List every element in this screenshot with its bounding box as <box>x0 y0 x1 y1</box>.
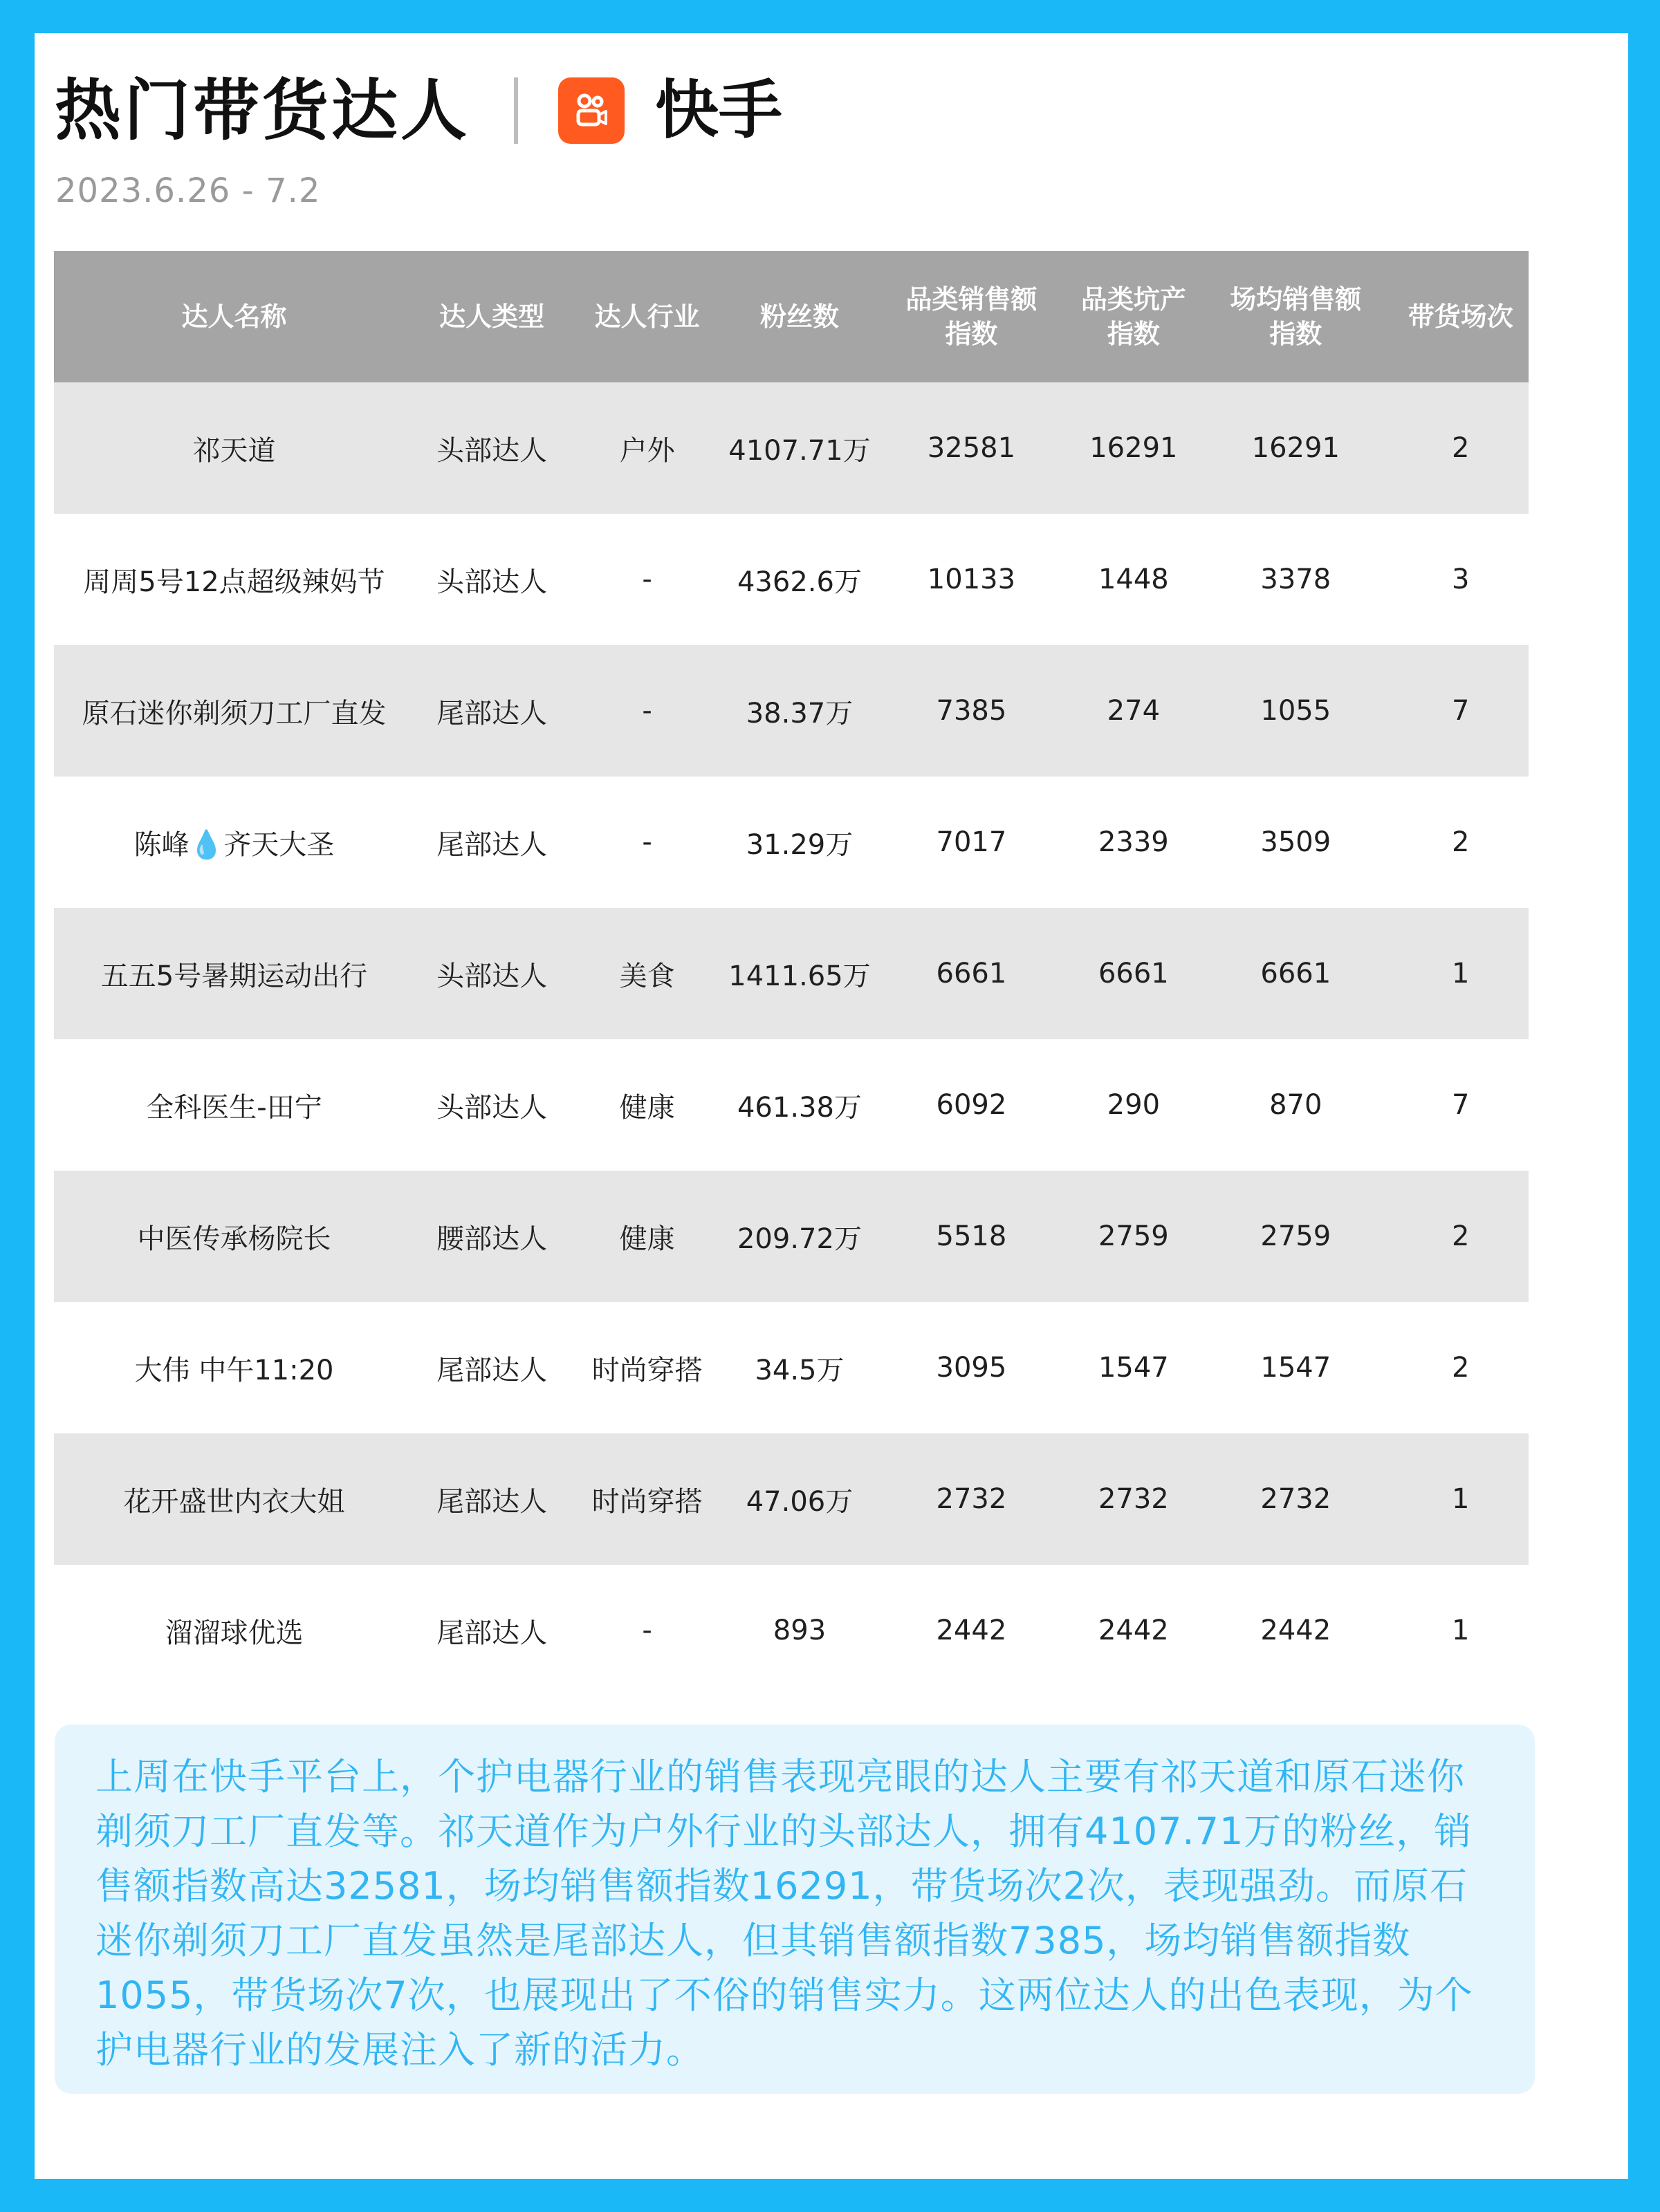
table-cell: 2 <box>1393 1302 1529 1433</box>
table-cell: 4362.6万 <box>725 514 874 645</box>
table-cell: 陈峰💧齐天大圣 <box>54 777 414 908</box>
table-cell: - <box>569 777 724 908</box>
column-header: 粉丝数 <box>725 251 874 382</box>
summary-text: 上周在快手平台上，个护电器行业的销售表现亮眼的达人主要有祁天道和原石迷你剃须刀工厂直发等。祁天道作为户外行业的头部达人，拥有4107.71万的粉丝，销售额指数高达32581，场均销售额指数16291，带货场次2次，表现强劲。而原石迷你剃须刀工厂直发虽然是尾部达人，但其销售额指数7385，场均销售额指数1055，带货场次7次，也展现出了不俗的销售实力。这两位达人的出色表现，为个护电器行业的发展注入了新的活力。 <box>95 1755 1473 2072</box>
platform-name: 快手 <box>655 73 783 147</box>
table-row <box>54 777 1529 908</box>
column-header: 带货场次 <box>1393 251 1529 382</box>
table-cell: 1 <box>1393 1433 1529 1565</box>
table-cell: 461.38万 <box>725 1039 874 1171</box>
table-cell: 274 <box>1069 645 1199 777</box>
table-cell: 2442 <box>874 1565 1069 1696</box>
column-header: 达人行业 <box>569 251 724 382</box>
table-cell: 7 <box>1393 645 1529 777</box>
table-cell: - <box>569 645 724 777</box>
summary-box <box>55 1725 1535 2094</box>
table-cell: 6092 <box>874 1039 1069 1171</box>
table-cell: 花开盛世内衣大姐 <box>54 1433 414 1565</box>
table-cell: 2759 <box>1069 1171 1199 1302</box>
table-cell: 头部达人 <box>414 908 569 1039</box>
table-row <box>54 1433 1529 1565</box>
table-cell: 五五5号暑期运动出行 <box>54 908 414 1039</box>
table-cell: 尾部达人 <box>414 777 569 908</box>
table-body <box>54 382 1529 1696</box>
table-cell: 5518 <box>874 1171 1069 1302</box>
table-cell: 209.72万 <box>725 1171 874 1302</box>
table-cell: 47.06万 <box>725 1433 874 1565</box>
table-cell: 1547 <box>1069 1302 1199 1433</box>
page-header <box>55 66 782 156</box>
table-cell: 7 <box>1393 1039 1529 1171</box>
table-cell: 1055 <box>1199 645 1393 777</box>
table-cell: 2732 <box>874 1433 1069 1565</box>
kuaishou-logo-icon <box>558 77 625 144</box>
table-row <box>54 1039 1529 1171</box>
table-cell: 2 <box>1393 777 1529 908</box>
table-cell: 38.37万 <box>725 645 874 777</box>
table-cell: 2732 <box>1199 1433 1393 1565</box>
table-cell: 健康 <box>569 1171 724 1302</box>
table-cell: 尾部达人 <box>414 645 569 777</box>
table-row <box>54 645 1529 777</box>
table-cell: 1547 <box>1199 1302 1393 1433</box>
date-range: 2023.6.26 - 7.2 <box>55 171 321 210</box>
table-cell: 2759 <box>1199 1171 1393 1302</box>
column-header: 品类销售额 指数 <box>874 251 1069 382</box>
table-cell: 6661 <box>874 908 1069 1039</box>
table-cell: 腰部达人 <box>414 1171 569 1302</box>
table-cell: 34.5万 <box>725 1302 874 1433</box>
table-row <box>54 1565 1529 1696</box>
table-cell: 大伟 中午11:20 <box>54 1302 414 1433</box>
table-cell: 7017 <box>874 777 1069 908</box>
column-header: 达人类型 <box>414 251 569 382</box>
table-cell: 原石迷你剃须刀工厂直发 <box>54 645 414 777</box>
table-cell: 870 <box>1199 1039 1393 1171</box>
table-cell: 健康 <box>569 1039 724 1171</box>
table-cell: 时尚穿搭 <box>569 1433 724 1565</box>
table-cell: 16291 <box>1069 382 1199 514</box>
table-cell: 3378 <box>1199 514 1393 645</box>
table-cell: 周周5号12点超级辣妈节 <box>54 514 414 645</box>
table-cell: 2732 <box>1069 1433 1199 1565</box>
table-row <box>54 908 1529 1039</box>
table-cell: 1 <box>1393 1565 1529 1696</box>
table-cell: 头部达人 <box>414 382 569 514</box>
table-cell: 7385 <box>874 645 1069 777</box>
table-cell: 290 <box>1069 1039 1199 1171</box>
column-header: 场均销售额 指数 <box>1199 251 1393 382</box>
table-cell: - <box>569 514 724 645</box>
table-cell: 尾部达人 <box>414 1433 569 1565</box>
table-header-row <box>54 251 1529 382</box>
table-cell: 溜溜球优选 <box>54 1565 414 1696</box>
table-cell: 2339 <box>1069 777 1199 908</box>
table-cell: 3509 <box>1199 777 1393 908</box>
column-header: 品类坑产 指数 <box>1069 251 1199 382</box>
table-cell: 1448 <box>1069 514 1199 645</box>
table-cell: 祁天道 <box>54 382 414 514</box>
table-cell: 时尚穿搭 <box>569 1302 724 1433</box>
table-cell: 10133 <box>874 514 1069 645</box>
table-cell: 1411.65万 <box>725 908 874 1039</box>
table-cell: 16291 <box>1199 382 1393 514</box>
table-cell: 尾部达人 <box>414 1565 569 1696</box>
table-cell: 6661 <box>1199 908 1393 1039</box>
table-cell: 3 <box>1393 514 1529 645</box>
table-row <box>54 382 1529 514</box>
table-cell: 2442 <box>1199 1565 1393 1696</box>
table-row <box>54 1171 1529 1302</box>
table-cell: 2 <box>1393 1171 1529 1302</box>
table-cell: 6661 <box>1069 908 1199 1039</box>
table-cell: 3095 <box>874 1302 1069 1433</box>
page-title: 热门带货达人 <box>55 72 470 149</box>
column-header: 达人名称 <box>54 251 414 382</box>
table-cell: 户外 <box>569 382 724 514</box>
table-cell: 32581 <box>874 382 1069 514</box>
table-cell: 31.29万 <box>725 777 874 908</box>
table-cell: 2442 <box>1069 1565 1199 1696</box>
table-cell: 2 <box>1393 382 1529 514</box>
table-cell: 全科医生-田宁 <box>54 1039 414 1171</box>
table-cell: 893 <box>725 1565 874 1696</box>
table-cell: - <box>569 1565 724 1696</box>
table-cell: 美食 <box>569 908 724 1039</box>
title-divider <box>514 77 518 144</box>
table-row <box>54 1302 1529 1433</box>
influencer-table <box>54 251 1529 1696</box>
table-cell: 尾部达人 <box>414 1302 569 1433</box>
table-cell: 1 <box>1393 908 1529 1039</box>
table-cell: 头部达人 <box>414 1039 569 1171</box>
table-cell: 中医传承杨院长 <box>54 1171 414 1302</box>
table-cell: 头部达人 <box>414 514 569 645</box>
table-row <box>54 514 1529 645</box>
table-cell: 4107.71万 <box>725 382 874 514</box>
